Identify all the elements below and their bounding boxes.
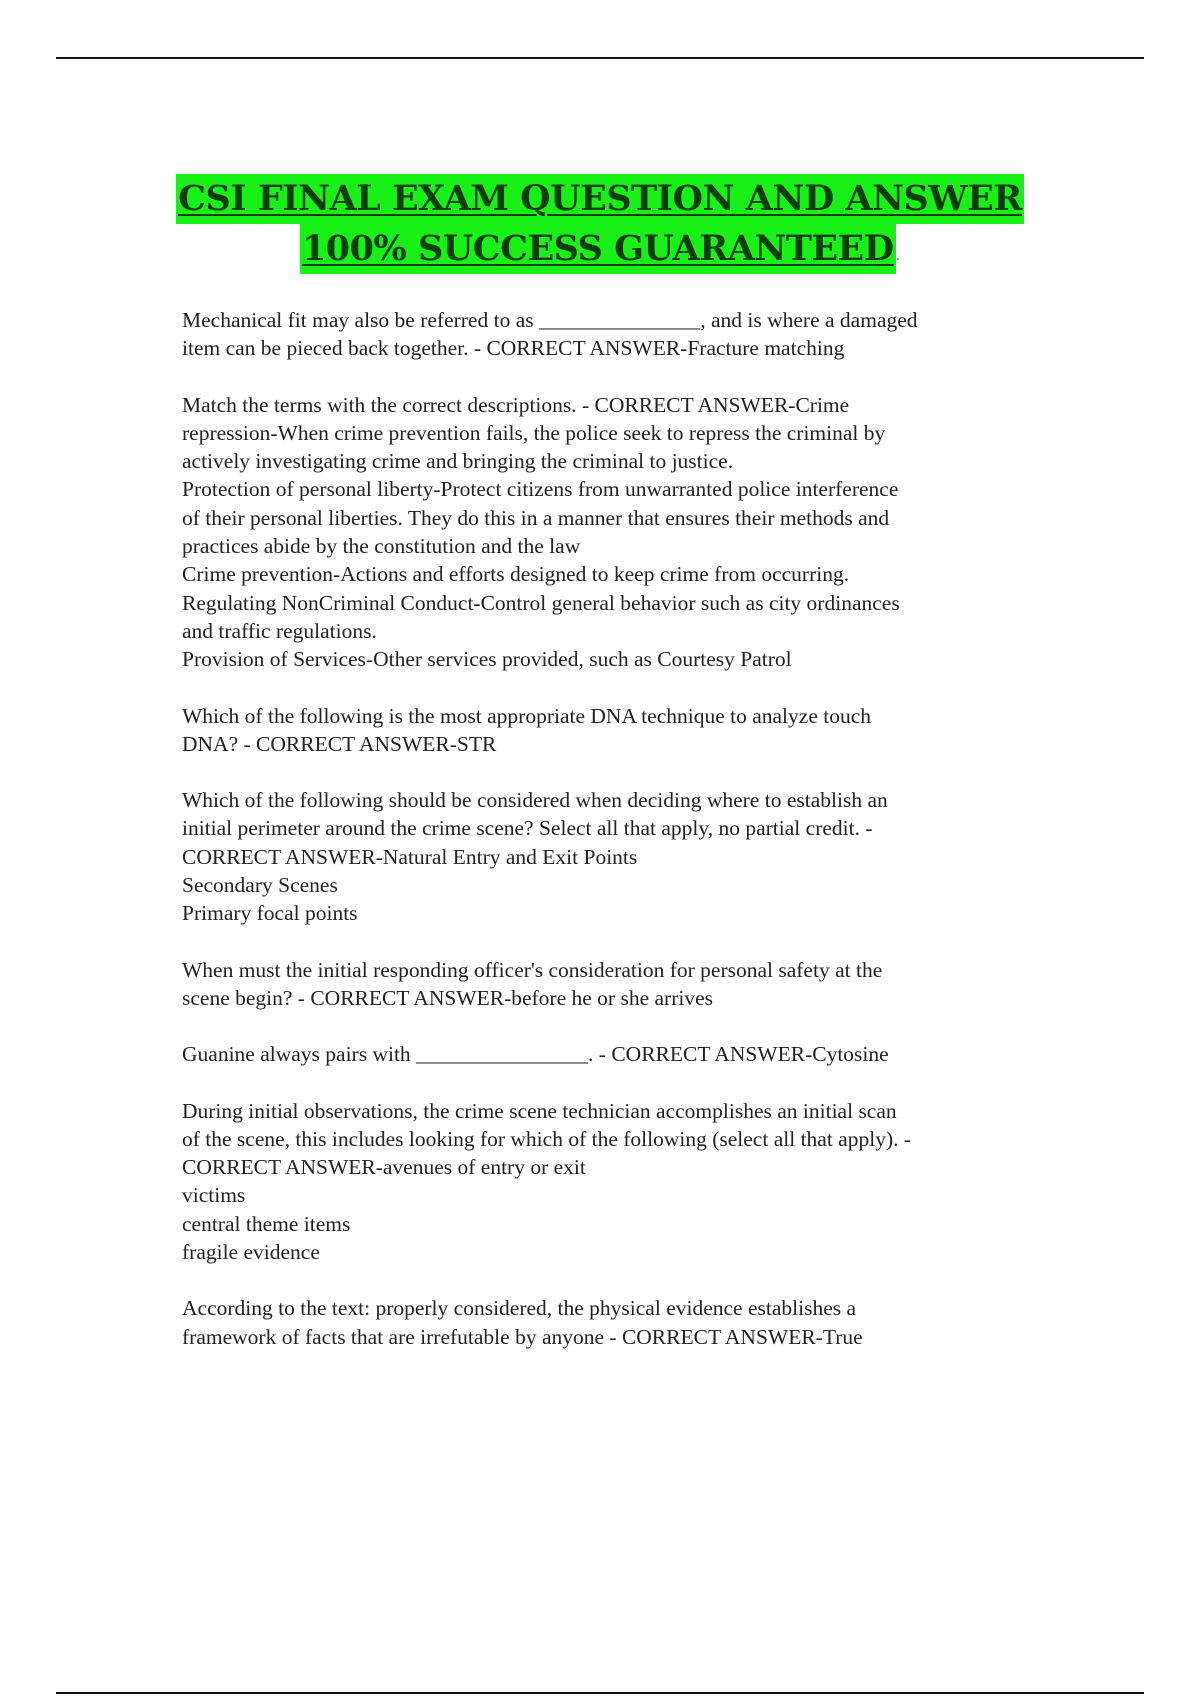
qa-item: [182, 702, 1062, 759]
qa-text-line: When must the initial responding officer's consideration for personal safety at the: [182, 957, 883, 982]
qa-text-line: Protection of personal liberty-Protect citizens from unwarranted police interference: [182, 477, 899, 502]
qa-text-line: victims: [182, 1183, 246, 1208]
title-line-1: CSI FINAL EXAM QUESTION AND ANSWER: [176, 174, 1024, 224]
qa-text-line: practices abide by the constitution and the law: [182, 534, 581, 559]
qa-text-line: fragile evidence: [182, 1240, 320, 1265]
qa-text-line: CORRECT ANSWER-avenues of entry or exit: [182, 1155, 586, 1180]
qa-text-line: Primary focal points: [182, 901, 358, 926]
document-title: [100, 174, 1100, 274]
qa-item: [182, 1097, 1062, 1267]
qa-text-line: scene begin? - CORRECT ANSWER-before he or she arrives: [182, 985, 713, 1010]
title-trailing-mark: .: [895, 248, 901, 264]
header-rule: [56, 57, 1144, 59]
qa-text-line: Crime prevention-Actions and efforts designed to keep crime from occurring.: [182, 562, 850, 587]
qa-text-line: Which of the following should be considered when deciding where to establish an: [182, 788, 888, 813]
qa-text-line: of their personal liberties. They do this in a manner that ensures their methods and: [182, 505, 890, 530]
qa-text-line: Guanine always pairs with ________________. - CORRECT ANSWER-Cytosine: [182, 1042, 889, 1067]
qa-text-line: Provision of Services-Other services provided, such as Courtesy Patrol: [182, 647, 792, 672]
qa-item: [182, 306, 1062, 363]
qa-text-line: Mechanical fit may also be referred to as _______________, and is where a damaged: [182, 308, 918, 332]
qa-text-line: of the scene, this includes looking for which of the following (select all that apply). -: [182, 1126, 912, 1151]
footer-rule: [56, 1692, 1144, 1694]
qa-text-line: DNA? - CORRECT ANSWER-STR: [182, 731, 497, 756]
qa-text-line: repression-When crime prevention fails, the police seek to repress the criminal by: [182, 420, 886, 445]
qa-text-line: Match the terms with the correct descriptions. - CORRECT ANSWER-Crime: [182, 392, 850, 417]
qa-text-line: CORRECT ANSWER-Natural Entry and Exit Points: [182, 844, 638, 869]
qa-item: [182, 1294, 1062, 1351]
qa-text-line: Secondary Scenes: [182, 873, 338, 898]
qa-text-line: framework of facts that are irrefutable by anyone - CORRECT ANSWER-True: [182, 1324, 863, 1349]
qa-text-line: central theme items: [182, 1211, 351, 1236]
qa-item: [182, 391, 1062, 674]
qa-text-line: According to the text: properly considered, the physical evidence establishes a: [182, 1296, 857, 1321]
qa-item: [182, 1040, 1062, 1068]
qa-text-line: Regulating NonCriminal Conduct-Control general behavior such as city ordinances: [182, 590, 900, 615]
title-line-2: 100% SUCCESS GUARANTEED: [300, 224, 896, 274]
qa-text-line: Which of the following is the most appropriate DNA technique to analyze touch: [182, 703, 872, 728]
qa-text-line: actively investigating crime and bringing the criminal to justice.: [182, 449, 734, 474]
qa-text-line: and traffic regulations.: [182, 618, 377, 643]
qa-text-line: initial perimeter around the crime scene? Select all that apply, no partial credit. -: [182, 816, 873, 841]
qa-list: [182, 306, 1062, 1379]
qa-item: [182, 956, 1062, 1013]
qa-text-line: item can be pieced back together. - CORRECT ANSWER-Fracture matching: [182, 336, 845, 361]
qa-item: [182, 786, 1062, 927]
qa-text-line: During initial observations, the crime scene technician accomplishes an initial scan: [182, 1098, 897, 1123]
